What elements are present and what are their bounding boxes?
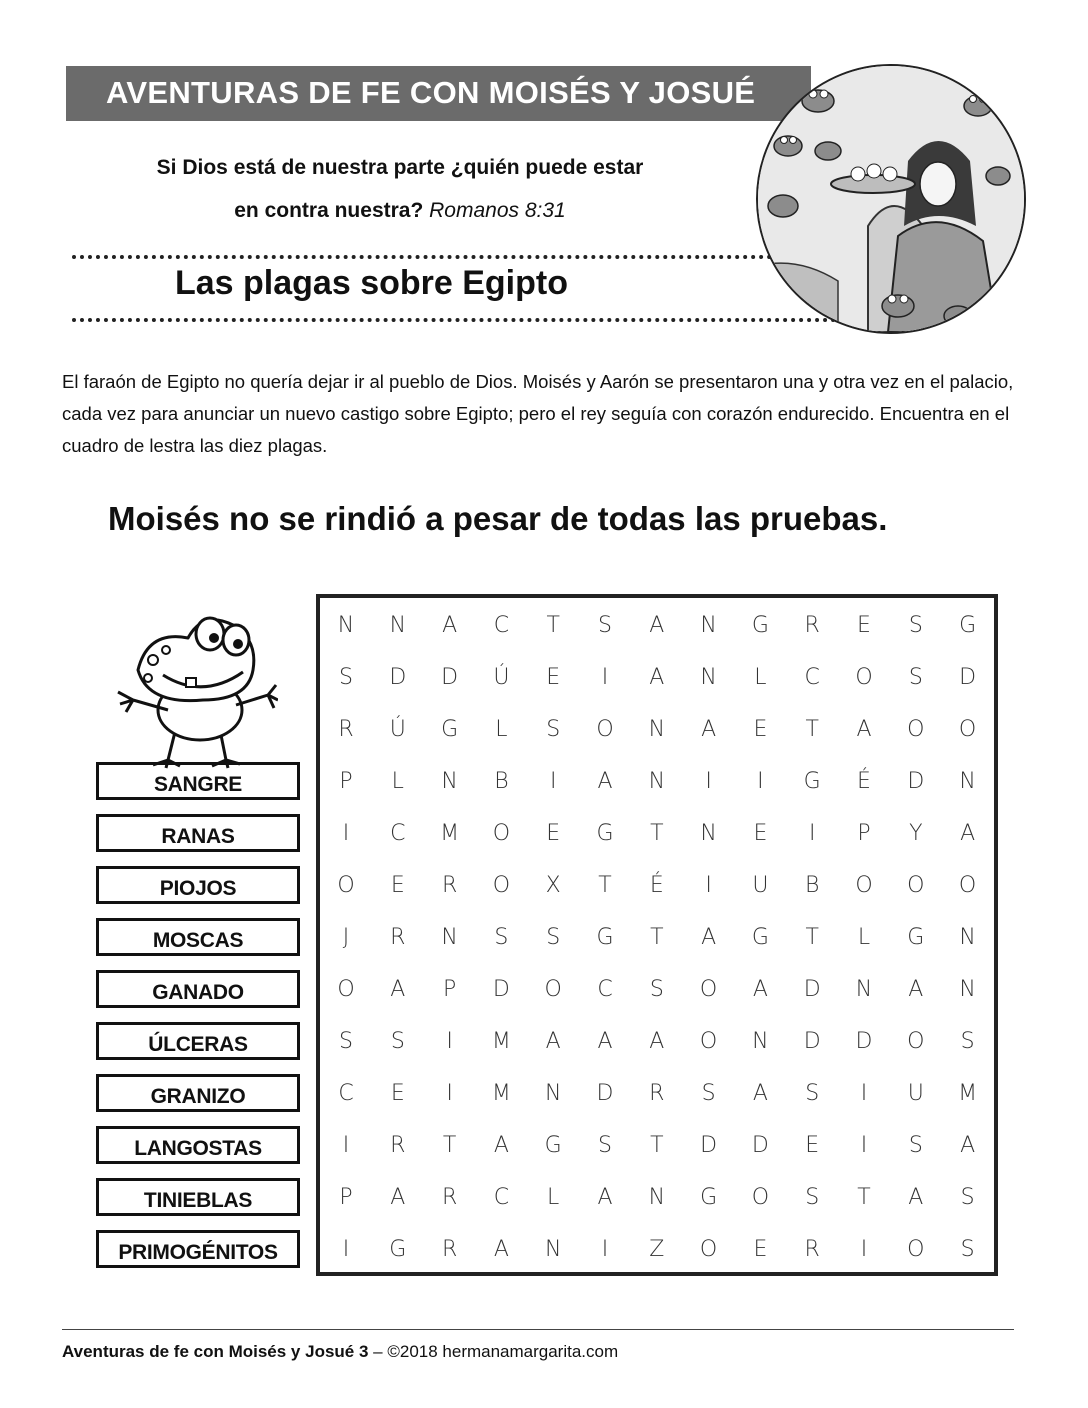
grid-letter[interactable]: T: [650, 1133, 664, 1158]
grid-letter[interactable]: L: [754, 665, 767, 690]
grid-letter[interactable]: T: [805, 717, 819, 742]
grid-letter[interactable]: D: [700, 1133, 718, 1158]
grid-letter[interactable]: S: [339, 1029, 353, 1054]
grid-letter[interactable]: O: [907, 873, 925, 898]
grid-letter[interactable]: A: [493, 1133, 509, 1158]
grid-letter[interactable]: G: [959, 613, 977, 638]
grid-letter[interactable]: A: [960, 1133, 976, 1158]
grid-letter[interactable]: R: [390, 1133, 406, 1158]
grid-letter[interactable]: G: [700, 1185, 718, 1210]
word-search-grid: [316, 594, 998, 1276]
grid-letter[interactable]: R: [338, 717, 354, 742]
grid-letter[interactable]: T: [857, 1185, 871, 1210]
grid-letter[interactable]: S: [908, 1133, 923, 1158]
grid-letter[interactable]: D: [907, 769, 925, 794]
grid-letter[interactable]: E: [753, 1237, 768, 1262]
frog-cartoon-icon: [108, 600, 278, 770]
grid-letter[interactable]: O: [907, 1237, 925, 1262]
grid-letter[interactable]: G: [751, 925, 769, 950]
grid-letter[interactable]: E: [753, 717, 768, 742]
grid-letter[interactable]: I: [757, 769, 764, 794]
grid-letter[interactable]: A: [493, 1237, 509, 1262]
word-box: GANADO: [96, 970, 300, 1008]
grid-letter[interactable]: C: [493, 613, 510, 638]
grid-letter[interactable]: N: [700, 613, 717, 638]
grid-letter[interactable]: A: [390, 977, 406, 1002]
grid-letter[interactable]: I: [342, 821, 350, 846]
grid-letter[interactable]: O: [907, 1029, 925, 1054]
grid-letter[interactable]: N: [855, 977, 873, 1002]
grid-letter[interactable]: G: [907, 925, 925, 950]
grid-letter[interactable]: S: [494, 925, 509, 950]
grid-letter[interactable]: O: [958, 717, 977, 742]
grid-letter[interactable]: I: [705, 769, 712, 794]
grid-letter[interactable]: N: [441, 769, 458, 794]
grid-letter[interactable]: A: [649, 665, 665, 690]
grid-letter[interactable]: I: [808, 821, 816, 846]
grid-letter[interactable]: A: [545, 1029, 561, 1054]
grid-letter[interactable]: S: [390, 1029, 405, 1054]
word-box: SANGRE: [96, 762, 300, 800]
dotted-divider-top: [72, 255, 852, 259]
grid-letter[interactable]: S: [908, 665, 923, 690]
grid-letter[interactable]: G: [441, 717, 459, 742]
grid-letter[interactable]: I: [860, 1081, 868, 1106]
dotted-divider-bottom: [72, 318, 852, 322]
grid-letter[interactable]: T: [546, 613, 560, 638]
intro-text: El faraón de Egipto no quería dejar ir al pueblo de Dios. Moisés y Aarón se presentaron una y otra vez en el palacio, cada vez para anunciar un nuevo castigo sobre Egipto; pero el rey seguía con corazón endurecido. Encuentra en el cuadro de lestra las diez plagas.: [62, 371, 1014, 456]
grid-letter[interactable]: D: [751, 1133, 769, 1158]
footer-copyright: – ©2018 hermanamargarita.com: [368, 1342, 619, 1361]
grid-letter[interactable]: P: [857, 821, 871, 846]
lesson-title: Las plagas sobre Egipto: [175, 264, 568, 302]
grid-letter[interactable]: N: [544, 1237, 562, 1262]
grid-letter[interactable]: L: [391, 769, 404, 794]
grid-letter[interactable]: R: [441, 1185, 458, 1210]
grid-letter[interactable]: S: [598, 613, 612, 638]
word-box: PIOJOS: [96, 866, 300, 904]
grid-letter[interactable]: I: [342, 1237, 350, 1262]
word-box: TINIEBLAS: [96, 1178, 300, 1216]
grid-letter[interactable]: O: [596, 717, 614, 742]
word-box: ÚLCERAS: [96, 1022, 300, 1060]
grid-letter[interactable]: I: [342, 1133, 350, 1158]
grid-letter[interactable]: D: [492, 977, 510, 1002]
grid-letter[interactable]: N: [959, 977, 976, 1002]
grid-letter[interactable]: I: [705, 873, 712, 898]
grid-letter[interactable]: O: [699, 1029, 718, 1054]
grid-letter[interactable]: E: [753, 821, 768, 846]
grid-letter[interactable]: M: [440, 821, 460, 846]
grid-letter[interactable]: I: [860, 1237, 868, 1262]
verse-text: en contra nuestra?: [234, 199, 424, 222]
footer-divider: [62, 1329, 1014, 1330]
grid-letter[interactable]: É: [649, 873, 664, 898]
grid-letter[interactable]: O: [337, 873, 355, 898]
grid-letter[interactable]: E: [390, 1081, 405, 1106]
grid-letter[interactable]: G: [596, 821, 614, 846]
grid-letter[interactable]: I: [446, 1029, 453, 1054]
grid-letter[interactable]: A: [701, 717, 717, 742]
grid-letter[interactable]: C: [390, 821, 406, 846]
grid-letter[interactable]: J: [342, 925, 350, 950]
grid-letter[interactable]: T: [598, 873, 612, 898]
grid-letter[interactable]: G: [596, 925, 614, 950]
grid-letter[interactable]: A: [908, 977, 924, 1002]
intro-paragraph: [62, 366, 1042, 462]
grid-letter[interactable]: A: [649, 1029, 665, 1054]
grid-letter[interactable]: I: [549, 769, 557, 794]
grid-letter[interactable]: S: [908, 613, 923, 638]
word-box: RANAS: [96, 814, 300, 852]
verse-reference: Romanos 8:31: [429, 199, 566, 222]
grid-letter[interactable]: L: [547, 1185, 560, 1210]
grid-letter[interactable]: A: [442, 613, 458, 638]
grid-letter[interactable]: N: [337, 613, 355, 638]
grid-letter[interactable]: X: [545, 873, 561, 898]
grid-letter[interactable]: D: [596, 1081, 614, 1106]
plagues-frogs-illustration: [756, 64, 1026, 334]
grid-letter[interactable]: C: [804, 665, 820, 690]
grid-letter[interactable]: D: [803, 977, 821, 1002]
grid-letter[interactable]: G: [751, 613, 769, 638]
grid-letter[interactable]: E: [857, 613, 871, 638]
footer: [62, 1342, 618, 1362]
grid-letter[interactable]: O: [958, 873, 977, 898]
grid-letter[interactable]: N: [700, 821, 717, 846]
grid-letter[interactable]: E: [546, 821, 561, 846]
verse-line-2: [80, 199, 720, 223]
grid-letter[interactable]: E: [546, 665, 561, 690]
grid-letter[interactable]: R: [804, 1237, 820, 1262]
grid-letter[interactable]: R: [441, 873, 458, 898]
grid-letter[interactable]: G: [389, 1237, 407, 1262]
grid-letter[interactable]: I: [601, 665, 609, 690]
grid-letter[interactable]: M: [491, 1029, 511, 1054]
grid-letter[interactable]: S: [649, 977, 664, 1002]
grid-letter[interactable]: S: [805, 1081, 820, 1106]
grid-letter[interactable]: O: [492, 821, 511, 846]
grid-letter[interactable]: P: [339, 769, 353, 794]
grid-letter[interactable]: N: [544, 1081, 562, 1106]
grid-letter[interactable]: O: [337, 977, 355, 1002]
grid-letter[interactable]: Ú: [389, 717, 406, 742]
grid-letter[interactable]: N: [752, 1029, 769, 1054]
grid-letter[interactable]: A: [908, 1185, 924, 1210]
banner-title: AVENTURAS DE FE CON MOISÉS Y JOSUÉ: [106, 75, 756, 110]
grid-letter[interactable]: L: [857, 925, 871, 950]
grid-letter[interactable]: G: [803, 769, 821, 794]
grid-letter[interactable]: A: [960, 821, 976, 846]
grid-letter[interactable]: G: [544, 1133, 562, 1158]
grid-letter[interactable]: R: [441, 1237, 458, 1262]
grid-letter[interactable]: R: [804, 613, 820, 638]
grid-letter[interactable]: N: [389, 613, 407, 638]
grid-letter[interactable]: O: [492, 873, 511, 898]
frogs-scene-icon: [758, 66, 1024, 332]
grid-letter[interactable]: É: [857, 769, 871, 794]
grid-letter[interactable]: T: [650, 925, 664, 950]
grid-letter[interactable]: U: [907, 1081, 924, 1106]
grid-letter[interactable]: A: [752, 977, 768, 1002]
grid-letter[interactable]: T: [650, 821, 664, 846]
word-box: LANGOSTAS: [96, 1126, 300, 1164]
grid-letter[interactable]: N: [648, 717, 666, 742]
grid-letter[interactable]: A: [649, 613, 665, 638]
grid-letter[interactable]: O: [855, 873, 873, 898]
grid-letter[interactable]: S: [598, 1133, 612, 1158]
grid-letter[interactable]: A: [390, 1185, 406, 1210]
grid-letter[interactable]: N: [648, 1185, 666, 1210]
grid-letter[interactable]: C: [597, 977, 613, 1002]
grid-letter[interactable]: P: [442, 977, 457, 1002]
grid-letter[interactable]: O: [855, 665, 873, 690]
verse-line-1: Si Dios está de nuestra parte ¿quién puede estar: [156, 156, 644, 179]
title-banner: [66, 66, 811, 121]
grid-letter[interactable]: N: [700, 665, 717, 690]
grid-letter[interactable]: C: [493, 1185, 510, 1210]
grid-letter[interactable]: Ú: [493, 665, 510, 690]
grid-letter[interactable]: A: [597, 1185, 613, 1210]
grid-letter[interactable]: C: [338, 1081, 354, 1106]
grid-letter[interactable]: D: [389, 665, 407, 690]
grid-letter[interactable]: O: [544, 977, 562, 1002]
grid-letter[interactable]: Y: [909, 821, 923, 846]
grid-letter[interactable]: N: [959, 769, 976, 794]
grid-letter[interactable]: U: [752, 873, 769, 898]
grid-letter[interactable]: T: [805, 925, 819, 950]
grid-letter[interactable]: O: [699, 1237, 718, 1262]
grid-letter[interactable]: N: [959, 925, 976, 950]
headline: Moisés no se rindió a pesar de todas las pruebas.: [108, 500, 888, 537]
grid-letter[interactable]: N: [441, 925, 458, 950]
grid-letter[interactable]: A: [597, 769, 613, 794]
grid-letter[interactable]: D: [803, 1029, 821, 1054]
grid-letter[interactable]: E: [805, 1133, 820, 1158]
grid-letter[interactable]: R: [649, 1081, 665, 1106]
grid-letter[interactable]: M: [958, 1081, 978, 1106]
grid-letter[interactable]: S: [701, 1081, 716, 1106]
grid-letter[interactable]: T: [442, 1133, 457, 1158]
grid-letter[interactable]: O: [699, 977, 718, 1002]
grid-letter[interactable]: S: [960, 1185, 975, 1210]
word-box: PRIMOGÉNITOS: [96, 1230, 300, 1268]
grid-letter[interactable]: A: [752, 1081, 768, 1106]
grid-letter[interactable]: S: [546, 925, 561, 950]
grid-letter[interactable]: B: [804, 873, 820, 898]
grid-letter[interactable]: I: [446, 1081, 453, 1106]
grid-letter[interactable]: S: [960, 1237, 975, 1262]
grid-letter[interactable]: D: [441, 665, 459, 690]
grid-letter[interactable]: S: [960, 1029, 975, 1054]
grid-letter[interactable]: A: [856, 717, 872, 742]
grid-letter[interactable]: N: [648, 769, 666, 794]
grid-letter[interactable]: D: [855, 1029, 873, 1054]
grid-letter[interactable]: E: [390, 873, 405, 898]
footer-title: Aventuras de fe con Moisés y Josué 3: [62, 1342, 369, 1361]
grid-letter[interactable]: B: [494, 769, 509, 794]
word-box: MOSCAS: [96, 918, 300, 956]
grid-letter[interactable]: I: [860, 1133, 868, 1158]
grid-letter[interactable]: A: [597, 1029, 613, 1054]
grid-letter[interactable]: O: [751, 1185, 770, 1210]
grid-letter[interactable]: Z: [649, 1237, 665, 1262]
grid-letter[interactable]: S: [546, 717, 561, 742]
grid-letter[interactable]: S: [339, 665, 353, 690]
grid-letter[interactable]: L: [495, 717, 508, 742]
word-box: GRANIZO: [96, 1074, 300, 1112]
grid-letter[interactable]: R: [390, 925, 406, 950]
grid-letter[interactable]: I: [601, 1237, 609, 1262]
grid-letter[interactable]: D: [959, 665, 977, 690]
grid-letter[interactable]: A: [701, 925, 717, 950]
grid-letter[interactable]: M: [491, 1081, 511, 1106]
grid-letter[interactable]: P: [339, 1185, 353, 1210]
grid-letter[interactable]: S: [805, 1185, 820, 1210]
grid-letter[interactable]: O: [907, 717, 925, 742]
